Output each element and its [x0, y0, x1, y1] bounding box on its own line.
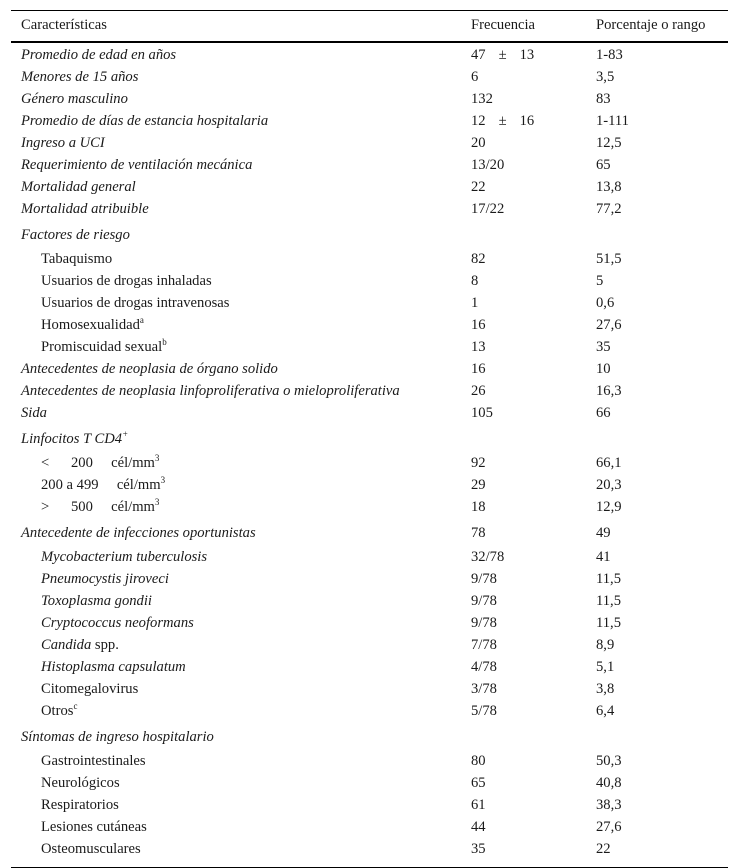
row-frequency: 26: [471, 383, 486, 399]
table-row: [11, 817, 728, 839]
header-percentage: Porcentaje o rango: [586, 11, 728, 42]
row-percentage: 5: [596, 273, 604, 289]
table-row: [11, 249, 728, 271]
row-frequency: 17/22: [471, 201, 505, 217]
row-label: Género masculino: [21, 91, 128, 107]
table-row: [11, 271, 728, 293]
table-row: [11, 497, 728, 519]
row-label: Cryptococcus neoformans: [41, 615, 194, 631]
table-row: [11, 751, 728, 773]
row-frequency: 9/78: [471, 571, 497, 587]
table-row: [11, 773, 728, 795]
row-percentage: 50,3: [596, 753, 622, 769]
footnote-marker: b: [162, 337, 167, 347]
freq-sd: 16: [519, 113, 535, 129]
table-row: [11, 155, 728, 177]
row-percentage: 27,6: [596, 317, 622, 333]
row-frequency: 78: [471, 525, 486, 541]
row-frequency: 13/20: [471, 157, 505, 173]
row-percentage: 16,3: [596, 383, 622, 399]
freq-sd: 13: [519, 47, 535, 63]
table-row: [11, 42, 728, 67]
row-frequency: 16: [471, 317, 486, 333]
row-label: 200 a 499 cél/$mm^3$: [41, 475, 166, 493]
row-label: Neurológicos: [41, 775, 120, 791]
table-row: [11, 199, 728, 221]
row-percentage: 51,5: [596, 251, 622, 267]
row-frequency: 8: [471, 273, 479, 289]
greater-than-sign: >: [41, 499, 50, 515]
table-row: [11, 337, 728, 359]
row-label: Promiscuidad sexual$^b$: [41, 337, 167, 355]
row-percentage: 20,3: [596, 477, 622, 493]
row-label: Osteomusculares: [11, 839, 461, 868]
footnote-marker: c: [73, 701, 78, 711]
table-row: [11, 177, 728, 199]
table-row: [11, 359, 728, 381]
row-frequency: 16: [471, 361, 486, 377]
row-frequency: 5/78: [471, 703, 497, 719]
row-frequency: 32/78: [471, 549, 505, 565]
row-label: Mortalidad atribuible: [21, 201, 149, 217]
row-label: Respiratorios: [41, 797, 119, 813]
table-row: [11, 635, 728, 657]
row-percentage: 12,5: [596, 135, 622, 151]
row-label: Usuarios de drogas inhaladas: [41, 273, 212, 289]
table-row: [11, 569, 728, 591]
row-percentage: 77,2: [596, 201, 622, 217]
row-frequency: 105: [471, 405, 493, 421]
table-body: [11, 42, 728, 868]
row-frequency: 6: [471, 69, 479, 85]
row-label: Antecedentes de neoplasia linfoproliferativa o mieloproliferativa: [21, 383, 400, 399]
section-row-cd4: [11, 425, 728, 453]
row-percentage: 11,5: [596, 615, 621, 631]
freq-mean: 12: [471, 113, 486, 129]
table-row: [11, 133, 728, 155]
row-label: < 200 cél/$mm^3$: [41, 453, 160, 471]
characteristics-table-container: [11, 10, 728, 868]
row-label: Citomegalovirus: [41, 681, 139, 697]
row-percentage: 35: [596, 339, 611, 355]
row-percentage: 10: [596, 361, 611, 377]
row-frequency: 9/78: [471, 593, 497, 609]
row-percentage: 8,9: [596, 637, 615, 653]
row-percentage: 22: [586, 839, 728, 868]
row-percentage: 1-83: [596, 47, 623, 63]
row-label: Requerimiento de ventilación mecánica: [21, 157, 253, 173]
row-frequency: 35: [461, 839, 586, 868]
characteristics-table: [11, 10, 728, 868]
row-percentage: 13,8: [596, 179, 622, 195]
row-label: Pneumocystis jiroveci: [41, 571, 169, 587]
row-percentage: 11,5: [596, 571, 621, 587]
table-row: [11, 475, 728, 497]
row-frequency: 29: [471, 477, 486, 493]
row-percentage: 27,6: [596, 819, 622, 835]
table-row: [11, 591, 728, 613]
row-percentage: 38,3: [596, 797, 622, 813]
row-label: Histoplasma capsulatum: [41, 659, 186, 675]
table-row: [11, 519, 728, 547]
row-label: Mortalidad general: [21, 179, 136, 195]
footnote-marker: a: [139, 315, 144, 325]
row-frequency: 18: [471, 499, 486, 515]
row-label: Antecedentes de neoplasia de órgano solido: [21, 361, 278, 377]
row-percentage: 3,8: [596, 681, 615, 697]
row-frequency: 132: [471, 91, 493, 107]
table-header: [11, 11, 728, 42]
row-frequency: 7/78: [471, 637, 497, 653]
row-frequency: 92: [471, 455, 486, 471]
row-frequency: 80: [471, 753, 486, 769]
row-label: Sida: [21, 405, 47, 421]
less-than-sign: <: [41, 455, 50, 471]
table-row: [11, 89, 728, 111]
row-frequency: 22: [471, 179, 486, 195]
row-frequency: 65: [471, 775, 486, 791]
row-percentage: 41: [596, 549, 611, 565]
table-row: [11, 293, 728, 315]
row-percentage: 12,9: [596, 499, 622, 515]
row-percentage: 11,5: [596, 593, 621, 609]
row-frequency: 44: [471, 819, 486, 835]
row-percentage: 83: [596, 91, 611, 107]
table-row: [11, 381, 728, 403]
row-label: Gastrointestinales: [41, 753, 146, 769]
table-row: [11, 67, 728, 89]
row-label: Usuarios de drogas intravenosas: [41, 295, 230, 311]
row-frequency: 1: [471, 295, 479, 311]
row-percentage: 66: [596, 405, 611, 421]
row-label: Promedio de edad en años: [21, 47, 177, 63]
row-label: Lesiones cutáneas: [41, 819, 147, 835]
row-frequency: 20: [471, 135, 486, 151]
table-row: [11, 679, 728, 701]
row-percentage: 49: [596, 525, 611, 541]
row-label: Antecedente de infecciones oportunistas: [21, 525, 256, 541]
row-label: Ingreso a UCI: [21, 135, 105, 151]
row-label: Toxoplasma gondii: [41, 593, 152, 609]
header-row: [11, 11, 728, 42]
row-frequency: 82: [471, 251, 486, 267]
table-row: [11, 547, 728, 569]
section-label: Síntomas de ingreso hospitalario: [21, 729, 214, 745]
row-percentage: 5,1: [596, 659, 615, 675]
row-percentage: 1-111: [596, 113, 629, 129]
row-frequency: 9/78: [471, 615, 497, 631]
row-percentage: 0,6: [596, 295, 615, 311]
row-percentage: 66,1: [596, 455, 622, 471]
row-percentage: 40,8: [596, 775, 622, 791]
section-label: Factores de riesgo: [21, 227, 130, 243]
table-row: [11, 795, 728, 817]
row-label: > 500 cél/$mm^3$: [41, 497, 160, 515]
row-label: Mycobacterium tuberculosis: [41, 549, 208, 565]
plus-minus-sign: ±: [498, 47, 507, 63]
row-label: Promedio de días de estancia hospitalaria: [21, 113, 269, 129]
superscript: +: [122, 429, 129, 439]
row-label: Menores de 15 años: [21, 69, 139, 85]
row-label: Tabaquismo: [41, 251, 113, 267]
section-row-risk-factors: [11, 221, 728, 249]
table-row: [11, 839, 728, 868]
table-row: [11, 315, 728, 337]
row-frequency: [461, 42, 586, 67]
table-row: [11, 111, 728, 133]
row-frequency: 13: [471, 339, 486, 355]
row-label: Otros$^c$: [41, 701, 78, 719]
section-row-symptoms: [11, 723, 728, 751]
plus-minus-sign: ±: [498, 113, 507, 129]
row-frequency: 61: [471, 797, 486, 813]
table-row: [11, 613, 728, 635]
header-frequency: Frecuencia: [461, 11, 586, 42]
row-percentage: 6,4: [596, 703, 615, 719]
row-label: Homosexualidad$^a$: [41, 315, 144, 333]
header-characteristic: Características: [11, 11, 461, 42]
table-row: [11, 657, 728, 679]
row-percentage: 3,5: [596, 69, 615, 85]
row-frequency: 4/78: [471, 659, 497, 675]
row-label: Candida spp.: [41, 637, 119, 653]
row-percentage: 65: [596, 157, 611, 173]
table-row: [11, 701, 728, 723]
table-row: [11, 403, 728, 425]
table-row: [11, 453, 728, 475]
row-frequency: [461, 111, 586, 133]
section-label: Linfocitos T CD4+: [21, 429, 129, 447]
row-frequency: 3/78: [471, 681, 497, 697]
freq-mean: 47: [471, 47, 486, 63]
